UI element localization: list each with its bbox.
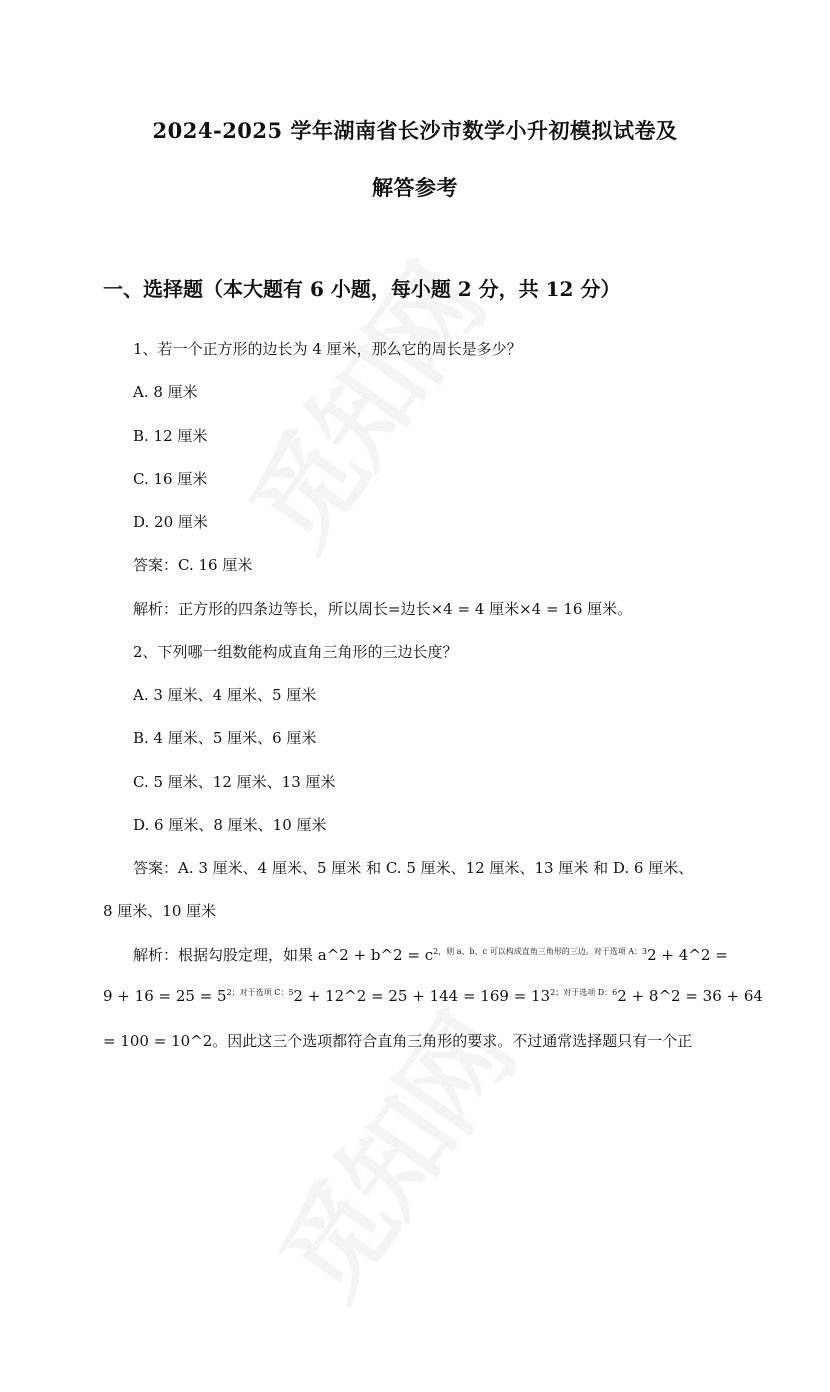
- section-heading: 一、选择题（本大题有 6 小题，每小题 2 分，共 12 分）: [103, 277, 621, 301]
- q2-answer-line-1: 答案：A. 3 厘米、4 厘米、5 厘米 和 C. 5 厘米、12 厘米、13 厘米 和 D. 6 厘米、: [133, 859, 694, 877]
- watermark-bottom: [266, 1008, 635, 1391]
- analysis-small-text: 2，则 a、b、c 可以构成直角三角形的三边。对于选项 A：3: [433, 947, 648, 956]
- q1-option-a: A. 8 厘米: [133, 383, 198, 401]
- q1-option-d: D. 20 厘米: [133, 513, 208, 531]
- analysis-small-text: 2；对于选项 C：5: [226, 988, 294, 997]
- q2-answer-line-2: 8 厘米、10 厘米: [103, 902, 217, 920]
- watermark: [236, 258, 605, 641]
- q1-analysis: 解析：正方形的四条边等长，所以周长=边长×4 = 4 厘米×4 = 16 厘米。: [133, 600, 633, 618]
- document-title-line-1: 2024-2025 学年湖南省长沙市数学小升初模拟试卷及: [152, 118, 678, 143]
- question-2: 2、下列哪一组数能构成直角三角形的三边长度？: [133, 643, 458, 661]
- document-title-line-2: 解答参考: [372, 175, 458, 200]
- analysis-small-text: 2；对于选项 D：6: [550, 988, 618, 997]
- q2-option-c: C. 5 厘米、12 厘米、13 厘米: [133, 773, 336, 791]
- q2-option-d: D. 6 厘米、8 厘米、10 厘米: [133, 816, 327, 834]
- q2-analysis-line-2: [103, 987, 763, 1005]
- analysis-text: 2 + 4^2 =: [647, 946, 728, 964]
- q2-analysis-line-1: [103, 944, 760, 965]
- q2-option-a: A. 3 厘米、4 厘米、5 厘米: [133, 686, 317, 704]
- analysis-text: 2 + 8^2 = 36 + 64: [617, 987, 763, 1005]
- q1-option-c: C. 16 厘米: [133, 470, 208, 488]
- question-1: 1、若一个正方形的边长为 4 厘米，那么它的周长是多少？: [133, 340, 522, 358]
- q2-analysis-line-3: = 100 = 10^2。因此这三个选项都符合直角三角形的要求。不过通常选择题只有一个正: [103, 1032, 693, 1050]
- analysis-text: 9 + 16 = 25 = 5: [103, 987, 227, 1005]
- q1-answer: 答案：C. 16 厘米: [133, 556, 253, 574]
- analysis-text: 解析：根据勾股定理，如果 a^2 + b^2 = c: [133, 946, 434, 964]
- analysis-text: 2 + 12^2 = 25 + 144 = 169 = 13: [293, 987, 551, 1005]
- q2-option-b: B. 4 厘米、5 厘米、6 厘米: [133, 729, 317, 747]
- q1-option-b: B. 12 厘米: [133, 427, 208, 445]
